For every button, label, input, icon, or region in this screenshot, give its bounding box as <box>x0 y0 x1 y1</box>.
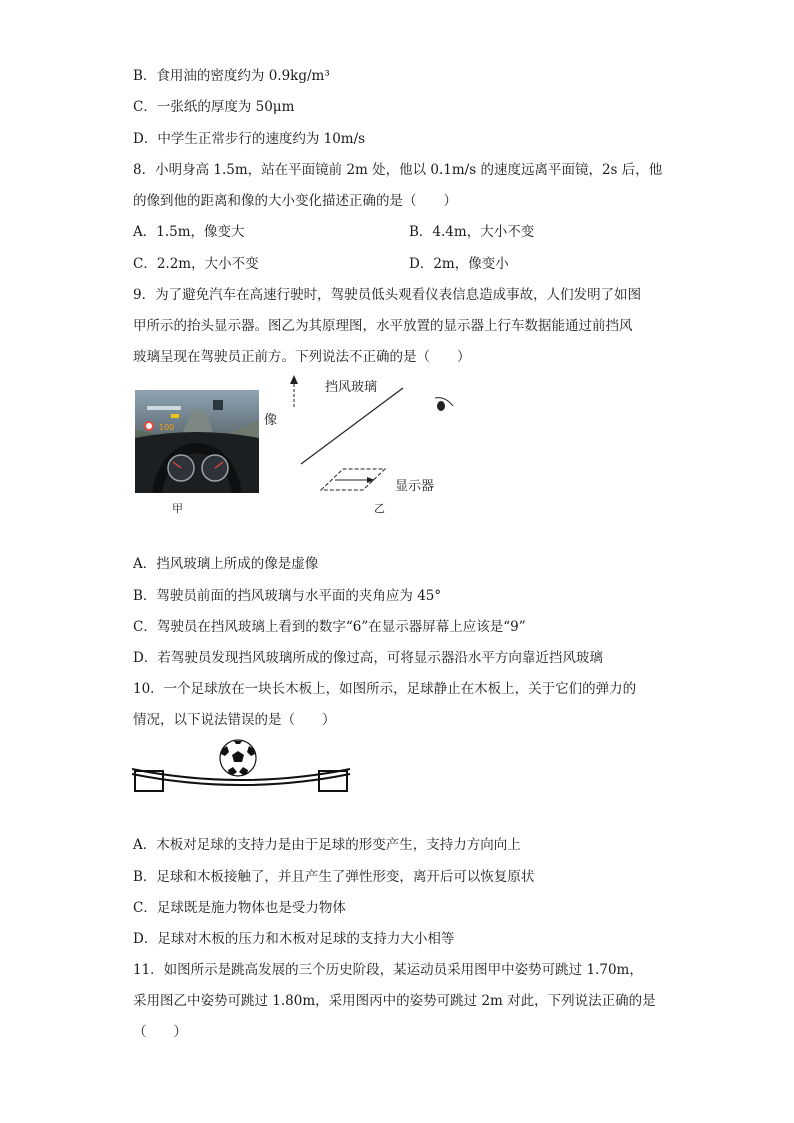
q9-option-b: B．驾驶员前面的挡风玻璃与水平面的夹角应为 45° <box>133 588 442 604</box>
q10-option-b: B．足球和木板接触了，并且产生了弹性形变，离开后可以恢复原状 <box>133 869 535 885</box>
football-board-figure <box>130 737 352 797</box>
svg-text:100: 100 <box>159 423 175 432</box>
q9-stem-line2: 甲所示的抬头显示器。图乙为其原理图，水平放置的显示器上行车数据能通过前挡风 <box>133 318 633 334</box>
q10-stem-line2: 情况，以下说法错误的是（ ） <box>133 712 336 728</box>
q8-option-a: A．1.5m，像变大 <box>133 224 245 240</box>
q7-option-d: D．中学生正常步行的速度约为 10m/s <box>133 131 366 147</box>
figure-caption-b: 乙 <box>374 502 385 515</box>
q10-stem-line1: 10．一个足球放在一块长木板上，如图所示，足球静止在木板上，关于它们的弹力的 <box>133 681 637 697</box>
q9-stem-line1: 9．为了避免汽车在高速行驶时，驾驶员低头观看仪表信息造成事故，人们发明了如图 <box>133 287 642 303</box>
q7-option-b: B．食用油的密度约为 0.9kg/m³ <box>133 68 330 84</box>
q10-option-d: D．足球对木板的压力和木板对足球的支持力大小相等 <box>133 931 455 947</box>
q9-option-d: D．若驾驶员发现挡风玻璃所成的像过高，可将显示器沿水平方向靠近挡风玻璃 <box>133 650 603 666</box>
q10-option-a: A．木板对足球的支持力是由于足球的形变产生，支持力方向向上 <box>133 837 521 853</box>
q10-option-c: C．足球既是施力物体也是受力物体 <box>133 900 346 916</box>
q8-option-b: B．4.4m，大小不变 <box>409 224 535 240</box>
label-image: 像 <box>264 413 278 428</box>
q11-stem-line2: 采用图乙中姿势可跳过 1.80m，采用图丙中的姿势可跳过 2m 对此，下列说法正确的是 <box>133 993 656 1009</box>
q9-stem-line3: 玻璃呈现在驾驶员正前方。下列说法不正确的是（ ） <box>133 349 471 365</box>
hud-schematic <box>285 372 485 502</box>
q9-option-a: A．挡风玻璃上所成的像是虚像 <box>133 556 319 572</box>
hud-photo <box>135 390 259 493</box>
q8-stem-line2: 的像到他的距离和像的大小变化描述正确的是（ ） <box>133 193 457 209</box>
football-icon <box>220 740 256 776</box>
q8-stem-line1: 8．小明身高 1.5m，站在平面镜前 2m 处，他以 0.1m/s 的速度远离平面镜，2s 后，他 <box>133 162 663 178</box>
q8-option-c: C．2.2m，大小不变 <box>133 256 259 272</box>
figure-caption-a: 甲 <box>172 502 183 515</box>
label-display: 显示器 <box>395 479 435 494</box>
q7-option-c: C．一张纸的厚度为 50μm <box>133 99 295 115</box>
q8-option-d: D．2m，像变小 <box>409 256 509 272</box>
q11-stem-line3: （ ） <box>133 1024 187 1040</box>
q9-option-c: C．驾驶员在挡风玻璃上看到的数字“6”在显示器屏幕上应该是“9” <box>133 619 526 635</box>
q11-stem-line1: 11．如图所示是跳高发展的三个历史阶段，某运动员采用图甲中姿势可跳过 1.70m， <box>133 962 643 978</box>
label-windshield: 挡风玻璃 <box>325 380 378 395</box>
